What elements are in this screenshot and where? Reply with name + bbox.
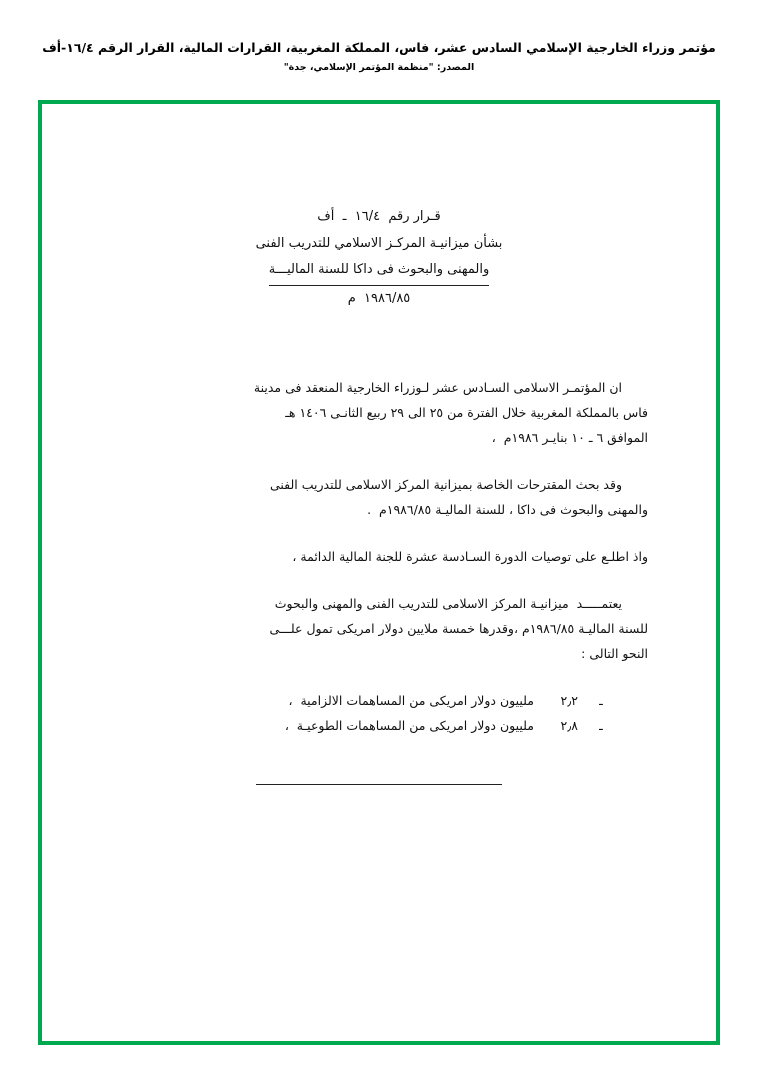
title-row-3 (110, 257, 648, 286)
footer-divider (256, 784, 502, 785)
paragraph-4-line-1-text: يعتمـــــد ميزانيـة المركز الاسلامى للتدريب الفنى والمهنى والبحوث (274, 595, 622, 611)
paragraph-considering-proposals (110, 472, 648, 522)
decision-title-line-3: والمهنى والبحوث فى داكا للسنة الماليـــة (269, 257, 490, 286)
paragraph-having-reviewed (110, 544, 648, 569)
header-title: مؤتمر وزراء الخارجية الإسلامي السادس عشر، فاس، المملكة المغربية، القرارات المالية، القرار الرقم ١٦/٤-أف (42, 40, 716, 55)
paragraph-2-line-1-text: وقد بحث المقترحات الخاصة بميزانية المركز الاسلامى للتدريب الفنى (269, 476, 622, 492)
funding-list (110, 688, 608, 738)
list-item-dash-2: ـ (599, 717, 603, 733)
decision-title-block (110, 204, 648, 313)
paragraph-1-line-3: الموافق ٦ ـ ١٠ بنايـر ١٩٨٦م ، (491, 429, 648, 445)
document-frame (38, 100, 720, 1045)
paragraph-preamble (110, 375, 648, 450)
decision-title-line-4: ١٩٨٦/٨٥ م (347, 290, 411, 306)
paragraph-adopts (110, 591, 648, 666)
list-item-dash-1: ـ (599, 692, 603, 708)
document-body (42, 104, 716, 1041)
title-row-4 (110, 286, 648, 313)
list-item-amount-1: ٢٫٢ (560, 692, 578, 708)
paragraph-2-line-2: والمهنى والبحوث فى داكا ، للسنة الماليـة ١٩٨٦/٨٥م . (367, 501, 648, 517)
list-item-text-2: ملييون دولار امريكى من المساهمات الطوعيـة ، (284, 717, 534, 733)
list-item-amount-2: ٢٫٨ (560, 717, 578, 733)
decision-title-line-1: قـرار رقم ١٦/٤ ـ أف (317, 209, 441, 224)
paragraph-4-line-2: للسنة الماليـة ١٩٨٦/٨٥م ،وقدرها خمسة ملايين دولار امريكى تمول علـــى (269, 620, 648, 636)
paragraph-2-line-1 (110, 472, 648, 497)
header-source: المصدر: "منظمة المؤتمر الإسلامي، جدة" (283, 62, 475, 74)
paragraph-4-line-1 (110, 591, 648, 616)
title-row-2 (110, 231, 648, 258)
list-item (110, 713, 608, 738)
paragraph-4-line-3: النحو التالى : (581, 645, 648, 661)
page-header (0, 0, 758, 73)
title-row-1 (110, 204, 648, 231)
paragraph-1-line-2: فاس بالمملكة المغربية خلال الفترة من ٢٥ الى ٢٩ ربيع الثانـى ١٤٠٦ هـ (285, 404, 648, 420)
decision-title-line-2: بشأن ميزانيـة المركـز الاسلامي للتدريب الفنى (255, 235, 503, 251)
paragraph-1-line-1-text: ان المؤتمـر الاسلامى السـادس عشر لـوزراء الخارجية المنعقد فى مدينة (253, 379, 622, 395)
paragraph-3-line-1: واذ اطلـع على توصيات الدورة السـادسة عشرة للجنة المالية الدائمة ، (292, 548, 648, 564)
list-item-text-1: ملييون دولار امريكى من المساهمات الالزامية ، (288, 692, 534, 708)
list-item (110, 688, 608, 713)
paragraph-1-line-1 (110, 375, 648, 400)
